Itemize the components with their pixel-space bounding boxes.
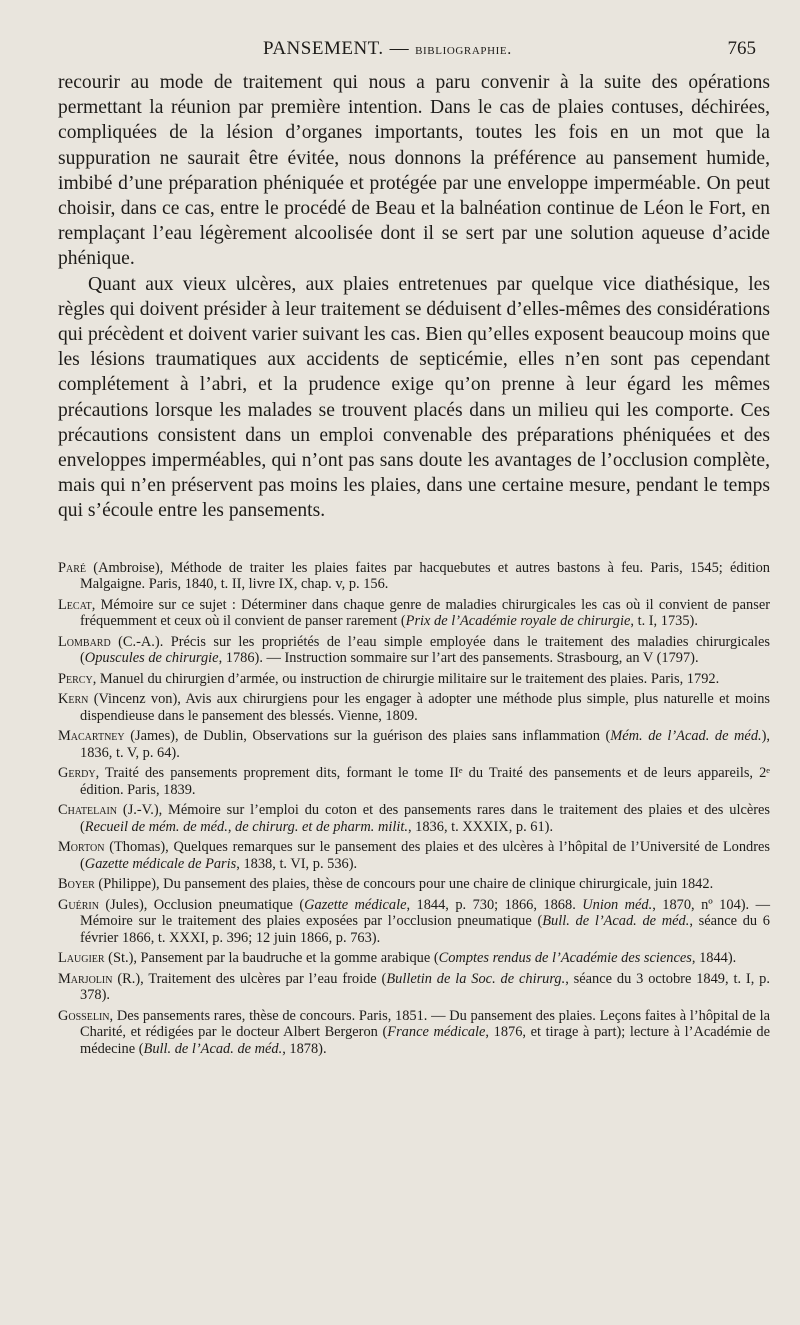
body-text [58,70,770,524]
bibliography-author: Lombard [58,633,111,650]
bibliography-text: , 1876, et tirage à part); lecture à l’Académie de médecine ( [80,1024,770,1057]
bibliography-text: ), 1836, t. V, p. 64). [80,728,770,761]
paragraph-2: Quant aux vieux ulcères, aux plaies entretenues par quelque vice diathésique, les règles qui doivent présider à leur traitement se déduisent d’elles-mêmes des considérations qui précèdent et doivent varier suivant les cas. Bien qu’elles exposent beaucoup moins que les lésions traumatiques aux accidents de septicémie, elles n’en sont pas cependant complétement à l’abri, et la prudence exige qu’on prenne à leur égard les mêmes précautions lorsque les malades se trouvent placés dans un milieu qui les comporte. Ces précautions consistent dans un emploi convenable des préparations phéniquées et des enveloppes imperméables, qui n’ont pas sans doute les avantages de l’occlusion complète, mais qui n’en préservent pas moins les plaies, dans une certaine mesure, pendant le temps qui s’écoule entre les pansements. [58,273,770,522]
bibliography-text: (Ambroise), Méthode de traiter les plaies faites par hacquebutes et autres bastons à feu. Paris, 1545; édition Malgaigne. Paris, 1840, t. II, livre IX, chap. v, p. 156. [80,559,770,593]
bibliography-author: Laugier [58,950,105,967]
paragraph-1: recourir au mode de traitement qui nous a paru convenir à la suite des opérations permettant la réunion par première intention. Dans le cas de plaies contuses, déchirées, compliquées de la lésion d’organes importants, toutes les fois en un mot que la suppuration ne saurait être évitée, nous donnons la préférence au pansement humide, imbibé d’une préparation phéniquée et protégée par une enveloppe imperméable. On peut choisir, dans ce cas, entre le procédé de Beau et la balnéation continue de Léon le Fort, en remplaçant l’eau légèrement alcoolisée dont il se sert par une solution aqueuse d’acide phénique. [58,72,770,270]
bibliography-entry [58,839,770,872]
bibliography-entry [58,691,770,724]
bibliography-text: (C.-A.). Précis sur les propriétés de l’eau simple employée dans le traitement des maladies chirurgicales ( [80,633,770,667]
bibliography-source-title: Comptes rendus de l’Académie des sciences [438,950,692,967]
bibliography-source-title: Opuscules de chirurgie [84,650,219,667]
bibliography-source-title: Bull. de l’Acad. de méd. [143,1040,283,1057]
bibliography-list [58,560,770,1058]
bibliography-text: , 1838, t. VI, p. 536). [236,855,358,872]
bibliography-entry [58,728,770,761]
bibliography-text: (J.-V.), Mémoire sur l’emploi du coton et des pansements rares dans le traitement des plaies et des ulcères ( [80,802,770,835]
bibliography-source-title: Prix de l’Académie royale de chirurgie [405,613,631,630]
bibliography-source-title: Bull. de l’Acad. de méd. [542,913,690,930]
running-head-section: bibliographie. [415,41,512,58]
bibliography-entry [58,971,770,1004]
bibliography-entry [58,765,770,798]
bibliography-author: Marjolin [58,970,113,987]
bibliography-author: Lecat [58,596,92,613]
bibliography-text: (Jules), Occlusion pneumatique ( [98,896,305,913]
bibliography-entry [58,876,770,893]
bibliography-text: , t. I, 1735). [630,613,698,630]
running-head-separator: — [389,38,410,59]
running-head [58,34,770,64]
bibliography-text: , Manuel du chirurgien d’armée, ou instruction de chirurgie militaire sur le traitement des plaies. Paris, 1792. [92,670,720,687]
bibliography-text: , 1870, nº 104). — Mémoire sur le traitement des plaies exposées par l’occlusion pneumatique ( [80,896,770,930]
bibliography-text: , Mémoire sur ce sujet : Déterminer dans chaque genre de maladies chirurgicales les cas où il convient de panser fréquemment et ceux où il convient de panser rarement ( [80,596,770,630]
bibliography-text: (R.), Traitement des ulcères par l’eau froide ( [112,970,387,987]
bibliography-author: Percy [58,670,93,687]
bibliography-author: Chatelain [58,802,118,819]
bibliography-source-title: Gazette médicale de Paris [84,855,237,872]
bibliography-source-title: Mém. de l’Acad. de méd. [610,728,762,745]
bibliography-source-title: Recueil de mém. de méd., de chirurg. et de pharm. milit. [84,818,408,835]
bibliography-text: , Traité des pansements proprement dits, formant le tome IIᵉ du Traité des pansements et de leurs appareils, 2ᵉ édition. Paris, 1839. [80,765,770,798]
bibliography-text: (Thomas), Quelques remarques sur le pansement des plaies et des ulcères à l’hôpital de l’Université de Londres ( [80,839,770,872]
page-number: 765 [727,38,756,59]
bibliography-source-title: Union méd. [582,896,653,913]
bibliography-author: Gerdy [58,765,96,782]
bibliography-author: Kern [58,691,89,708]
bibliography-text: , 1786). — Instruction sommaire sur l’art des pansements. Strasbourg, an V (1797). [218,650,699,667]
bibliography-entry [58,634,770,667]
bibliography-text: (James), de Dublin, Observations sur la guérison des plaies sans inflammation ( [124,728,611,745]
bibliography-text: (St.), Pansement par la baudruche et la gomme arabique ( [104,950,439,967]
bibliography-entry [58,597,770,630]
bibliography-entry [58,560,770,593]
bibliography-author: Paré [58,559,87,576]
bibliography-entry [58,802,770,835]
bibliography-text: , Des pansements rares, thèse de concours. Paris, 1851. — Du pansement des plaies. Leçons faites à l’hôpital de la Charité, et rédigées par le docteur Albert Bergeron ( [80,1007,770,1041]
bibliography-author: Morton [58,839,105,856]
bibliography-entry [58,1008,770,1058]
bibliography-source-title: Gazette médicale [304,896,407,913]
bibliography-text: , séance du 3 octobre 1849, t. I, p. 378). [80,970,770,1004]
running-head-title [263,38,512,60]
bibliography-source-title: France médicale [387,1024,486,1041]
running-head-main-title: PANSEMENT. [263,38,384,59]
bibliography-text: (Philippe), Du pansement des plaies, thèse de concours pour une chaire de clinique chirurgicale, juin 1842. [94,876,714,893]
bibliography-author: Gosselin [58,1007,110,1024]
bibliography-author: Macartney [58,728,125,745]
bibliography-entry [58,671,770,688]
bibliography-source-title: Bulletin de la Soc. de chirurg. [386,970,566,987]
bibliography-text: , 1844). [691,950,737,967]
bibliography-entry [58,950,770,967]
bibliography-entry [58,897,770,947]
bibliography-text: (Vincenz von), Avis aux chirurgiens pour les engager à adopter une méthode plus simple, plus naturelle et moins dispendieuse dans le pansement des blessés. Vienne, 1809. [80,691,770,724]
bibliography-text: , séance du 6 février 1866, t. XXXI, p. 396; 12 juin 1866, p. 763). [80,913,771,946]
bibliography-text: , 1878). [282,1040,327,1057]
bibliography-text: , 1844, p. 730; 1866, 1868. [406,896,583,913]
bibliography-text: , 1836, t. XXXIX, p. 61). [407,818,554,835]
bibliography-author: Guérin [58,896,99,913]
bibliography-author: Boyer [58,876,95,893]
